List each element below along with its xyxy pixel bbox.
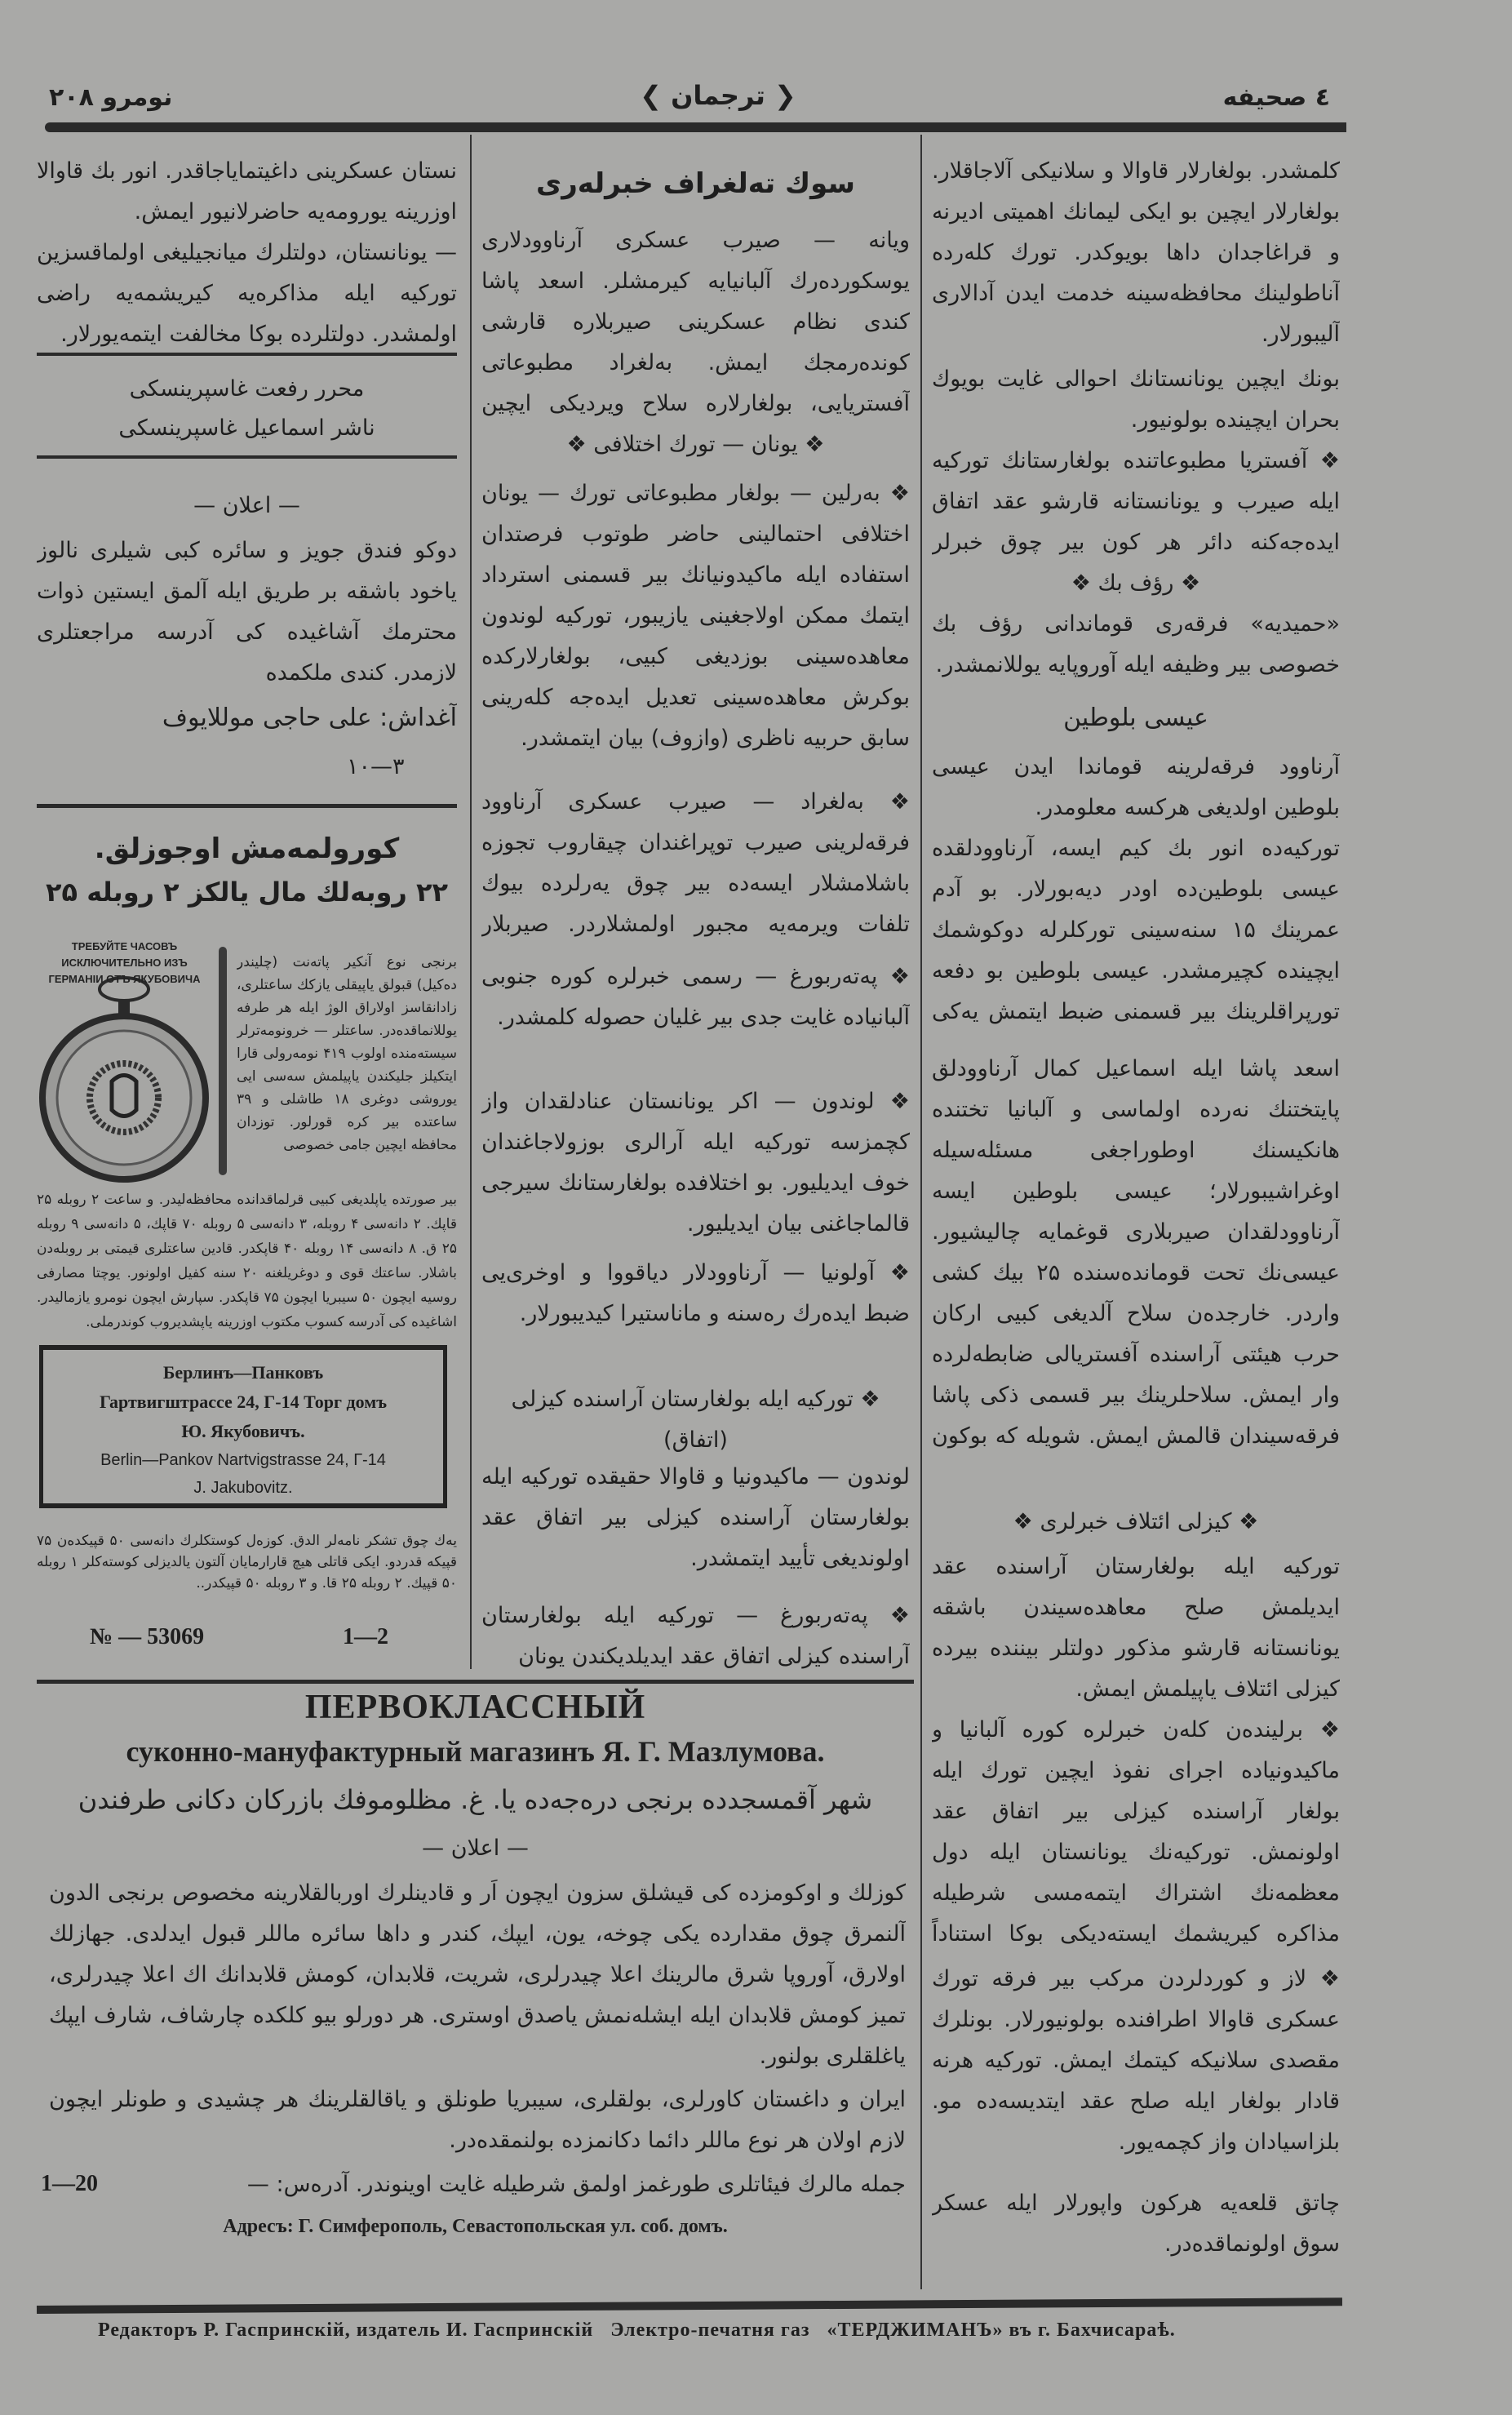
notice-text: دوکو فندق جویز و سائره کبی شیلری نالوز یاخود باشقه بر طریق ایلە آلمق ایستین ذوات محترمك آشاغیدە کی آدرسه مراجعتلری لازمدر. کندی ملکمده (37, 538, 457, 686)
masthead-title: ❮ ترجمان ❯ (640, 80, 796, 111)
notice-title: — اعلان — (193, 493, 300, 518)
telegram-item: ❖ بەلغراد — صیرب عسکری آرناوود فرقەلرینی صیرب توپراغندان چیقاروب تجوزه باشلامشلار ایسەده بیر چوق یەرلردە بیوك تلفات ویرمەیه مجبور اولمشلاردر. صیربلار (481, 789, 910, 937)
divider (37, 804, 457, 808)
page-number: ٤ صحیفه (1222, 83, 1330, 112)
ad-title: ПЕРВОКЛАССНЫЙ (304, 1689, 646, 1726)
notice-number: ۳—۱۰ (347, 754, 405, 779)
ad-text: جمله مالرك فیئاتلری طورغمز اولمق شرطیله غایت اوینوندر. آدرەس: — (246, 2172, 906, 2197)
article-text: اسعد پاشا ایله اسماعیل کمال آرناوودلق پایتختنك نەرده اولماسی و آلبانیا تختنده هانکیسنك اوطوراجغی مسئلەسیله اوغراشیبورلار؛ عیسی بلوطین ایسه آرناوودلقدان صیربلاری قوغمایه چالیشیور. عیسی‌نك تحت قوماندەسنده ۲۵ بیك کشی واردر. خارجدەن سلاح آلدیغی کبیی ارکان حرب هیئتی آراسنده آفستریالی ضابطەلرده وار ایمش. سلاحلرینك بیر قسمی ذکی پاشا فرقەسیندان قالمش ایمش. شویله که بوکون (932, 1056, 1340, 1449)
article-text: «حمیدیه» فرقەری قوماندانی رؤف بك خصوصی بیر وظیفه ایله آوروپایه یوللانمشدر. (932, 611, 1340, 677)
subheading: ❖ یونان — تورك اختلافی ❖ (566, 432, 825, 457)
article-text: آرناوود فرقەلرینه قوماندا ایدن عیسی بلوطین اولدیغی هرکسه معلومدر. (932, 754, 1340, 820)
watch-ad-details: بیر صورتده یاپلدیغی کبیی قرلماقدانده محافظەلیدر. و ساعت ۲ روبله ۲۵ قاپك. ۲ دانەسی ۴ روبله، ۳ دانەسی ۵ روبله ۷۰ قاپك، ۵ دانەسی ۹ روبله ۲۵ ق. ۸ دانەسی ۱۴ روبله ۴۰ قاپکدر. قادین ساعتلری قیمتی بر روبلەدن باشلار. ساعتك قوی و دوغریلغنه ۲۰ سنه کفیل اولونور. یوچتا مصارفی روسیه ایچون ۵۰ سیبریا ایچون ۷۵ قاپکدر. سپارش ایچون نومرو یازمالیدر. اشاغیده کی آدرسه کسوب مکتوب اوزرینه یاپشدیروب کوندرملی. (37, 1192, 457, 1330)
watch-ad-text: برنجی نوع آنکیر پاتەنت (چلیندر دەکیل) قبولق یاپیقلی یازکك ساعتلری، زادانقاسز اولاراق الوژ ایله هر طرفه یوللانماقدەدر. ساعتلر — خرونومەترلر سیستەمندە اولوب ۴۱۹ نومەرولی قارا ایتکیلز جلیکندن یاپیلمش سەسی ایی یوروشی دوغری ۱۸ طاشلی و ۳۹ ساعتده بیر کره قورلور. توزدان محافظه ایچین جامی خصوصی (237, 954, 457, 1153)
column-divider (920, 135, 922, 2289)
ad-count: 1—2 (343, 1624, 388, 1649)
publisher-credit: ناشر اسماعیل غاسپرینسکی (118, 415, 375, 441)
telegram-item: ❖ لوندون — اکر یونانستان عنادلقدان واز کچمزسه تورکیه ایله آرالری بوزولاجاغندان خوف ایدیلیور. بو اختلافده بولغارستانك سیرجی قالماجاغنی بیان ایدیلیور. (481, 1089, 910, 1236)
subheading: ❖ تورکیه ایله بولغارستان آراسنده کیزلی (اتفاق) (511, 1387, 880, 1453)
article-text: تورکیەده انور بك کیم ایسه، آرناوودلقده عیسی بلوطین‌ده اودر دیەبورلار. بو آدم عمرینك ۱۵ سنەسینی تورکلرله دوکوشمك ایچینده کچیرمشدر. عیسی بلوطین بو دفعه تورپراقلرینك بیر قسمنی ضبط ایتمش یەکی (932, 836, 1340, 1024)
article-text: ❖ آفستریا مطبوعاتنده بولغارستانك تورکیه ایله صیرب و یونانستانه قارشو عقد اتفاق ایدەجه‌کنه دائر هر کون بیر چوق خبرلر (932, 448, 1340, 555)
ad-arabic-subtitle: شهر آقمسجدده برنجی درەجەده یا. غ. مظلوموفك بازرکان دکانی طرفندن (78, 1784, 873, 1815)
ad-number: № — 53069 (90, 1624, 205, 1649)
watch-logo-lettering: ТРЕБУЙТЕ ЧАСОВЪ ИСКЛЮЧИТЕЛЬНО ИЗЪ ГЕРМАНІИ ОТЪ ЯКУБОВИЧА (48, 940, 201, 985)
box-line: Берлинъ—Панковъ (162, 1362, 324, 1383)
ad-address: Адресъ: Г. Симферополь, Севастопольская ул. соб. домъ. (223, 2216, 728, 2237)
article-text: چاتق قلعەیه هرکون واپورلار ایله عسکر سوق اولونماقدەدر. (932, 2191, 1340, 2257)
column-divider (470, 135, 472, 1669)
article-text: ❖ لاز و کوردلردن مرکب بیر فرقه تورك عسکری قاوالا اطرافنده بولونیورلار. بونلرك مقصدی سلانیکه کیتمك ایمش. تورکیه هرنه قادار بولغار ایله صلح عقد ایتدیسەده مو. بلزاسیادان واز کچمەیور. (932, 1966, 1340, 2155)
editor-credit: محرر رفعت غاسپرینسکی (129, 376, 365, 402)
cheap-price: ۲۲ روبەلك مال یالکز ۲ روبله ۲۵ (46, 877, 448, 908)
divider (37, 455, 457, 459)
article-text: — یونانستان، دولتلرك میانجیلیغی اولماقسزین تورکیه ایله مذاکرەیه کیریشمەیه راضی اولمشدر. دولتلرده بوکا مخالفت ایتمەیورلار. (37, 240, 457, 347)
subheading: ❖ کیزلی ائتلاف خبرلری ❖ (1013, 1509, 1259, 1534)
watch-chain-image (219, 947, 227, 1175)
box-line: J. Jakubovitz. (193, 1479, 293, 1497)
notice-address: آغداش: علی حاجی موللایوف (162, 704, 457, 732)
chain-ad-text: یەك چوق تشکر نامەلر الدق. کوزەل کوستکلرك دانەسی ۵۰ قپیکدەن ۷۵ قپیکه قدردو. ایکی قاتلی هیچ قارارمایان آلتون یالدیزلی کوستەکلر ۱ روبله ۵۰ قپیك. ۲ روبله ۲۵ قا. و ۳ روبله ۵۰ قپیکدر.. (37, 1533, 457, 1592)
telegram-item: ❖ پەتەربورغ — رسمی خبرلرە کورە جنوبی آلبانیاده غایت جدی بیر غلیان حصوله کلمشدر. (481, 964, 910, 1030)
divider (37, 353, 457, 356)
ad-text: ایران و داغستان کاورلری، بولقلری، سیبریا طونلق و یاقالقلرینك هر چشیدی و طونلر ایچون لازم اولان هر نوع ماللر دائما دکانمزده بولنمقدەدر. (49, 2087, 906, 2153)
telegram-item: ❖ پەتەربورغ — تورکیه ایله بولغارستان آراسنده کیزلی اتفاق عقد ایدیلدیکندن یونان (481, 1603, 910, 1669)
article-text: کلمشدر. بولغارلار قاوالا و سلانیکی آلاجاقلار. بولغارلار ایچین بو ایکی لیمانك اهمیتی ادیرنه و قراغاجدان داها بویوکدر. تورك کلەرده آناطولینك محافظەسینه خدمت ایدن آدالاری آلیبورلار. (932, 158, 1340, 347)
article-text: بونك ایچین یونانستانك احوالی غایت بویوك بحران ایچینده بولونیور. (932, 366, 1340, 433)
footer-rule (37, 2297, 1342, 2314)
article-text: تورکیه ایله بولغارستان آراسنده عقد ایدیلمش صلح معاهدەسیندن باشقه یونانستانه قارشو مذکور دولتلر بیننده بیرده کیزلی ائتلاف یاپیلمش ایمش. (932, 1554, 1340, 1702)
cheap-title: کورولمەمش اوجوزلق. (94, 832, 400, 865)
telegram-item: ❖ بەرلین — بولغار مطبوعاتی تورك — یونان اختلافی احتمالینی حاضر طوتوب فرصتدان استفاده ایله ماکیدونیانك بیر قسمنی استرداد ایتمك ممکن اولاجغینی یازیبور، تورکیه لوندون معاهدەسینی بوزدیغی کبیی، بولغارلارکده بوکرش معاهدەسینی تعدیل ایدەجه کلەرینی سابق حربیه ناظری (وازوف) بیان ایتمشدر. (481, 481, 910, 751)
issue-number: نومرو ۲۰۸ (49, 83, 173, 112)
telegram-item: لوندون — ماکیدونیا و قاوالا حقیقدە تورکیه ایله بولغارستان آراسنده کیزلی بیر اتفاق عقد اولوندیغی تأیید ایتمشدر. (481, 1464, 910, 1571)
ad-count: 1—20 (41, 2171, 98, 2196)
header-rule (45, 122, 1346, 132)
ad-subtitle: суконно-мануфактурный магазинъ Я. Г. Мазлумова. (126, 1735, 825, 1768)
article-text: ❖ برلیندەن کلەن خبرلرە کورە آلبانیا و ماکیدونیاده اجرای نفوذ ایچین تورك ایله بولغار آراسنده کیزلی بیر اتفاق عقد اولونمش. تورکیەنك یونانستان ایله دول معظمەنك اشتراك ایتمەمسی شرطیله مذاکرە کیریشمك ایسته‌دیکی بوکا استناداً (932, 1717, 1340, 1947)
ad-notice: — اعلان — (422, 1836, 529, 1861)
subheading: عیسی بلوطین (1063, 704, 1208, 732)
subheading: ❖ رؤف بك ❖ (1071, 570, 1201, 596)
telegram-item: ویانه — صیرب عسکری آرناوودلاری یوسکوردەرك آلبانیایه کیرمشلر. اسعد پاشا کندی نظام عسکرینی صیربلاره قارشی کوندەرمجك ایمش. بەلغراد مطبوعاتی آفستریایی، بولغارلاره سلاح ویردیکی ایچین (481, 228, 910, 416)
divider (37, 1680, 914, 1684)
berlin-address-box (39, 1345, 447, 1508)
ad-text: کوزلك و اوکومزده کی قیشلق سزون ایچون اَر و قادینلرك اوربالقلارینه مخصوص برنجی الدون آلنمرق چوق مقدارده یکی چوخه، یون، ایپك، کندر و داها سائره ماللر قبول ایدلدی. جهازلك اولارق، آوروپا شرق مالرینك اعلا چیدرلری، شریت، قلابدان، کومش قلابدانك اك اعلا چیدرلری، تمیز کومش قلابدان ایله ایشلەنمش یاصدق اوستری. هر دورلو بیو کلکده چارشاف، شارف ایپك یاغلقلری بولنور. (49, 1880, 906, 2069)
article-text: نستان عسکرینی داغیتمایاجاقدر. انور بك قاوالا اوزرینه یورومەیه حاضرلانیور ایمش. (37, 158, 457, 224)
pocket-watch-image (37, 939, 212, 1183)
footer-imprint: Редакторъ Р. Гаспринскій, издатель И. Гаспринскій Электро-печатня газ «ТЕРДЖИМАНЪ» въ г. Бахчисараѣ. (98, 2320, 1176, 2341)
box-line: Гартвигштрассе 24, Г-14 Торг домъ (99, 1392, 388, 1412)
box-line: Berlin—Pankov Nartvigstrasse 24, Г-14 (100, 1451, 386, 1469)
box-line: Ю. Якубовичъ. (181, 1421, 305, 1441)
telegram-item: ❖ آولونیا — آرناوودلار دیاقووا و اوخری‌یی ضبط ایدەرك رەسنه و ماناستیرا کیدیبورلار. (481, 1260, 910, 1326)
section-title: سوك تەلغراف خبرلەری (536, 167, 855, 200)
